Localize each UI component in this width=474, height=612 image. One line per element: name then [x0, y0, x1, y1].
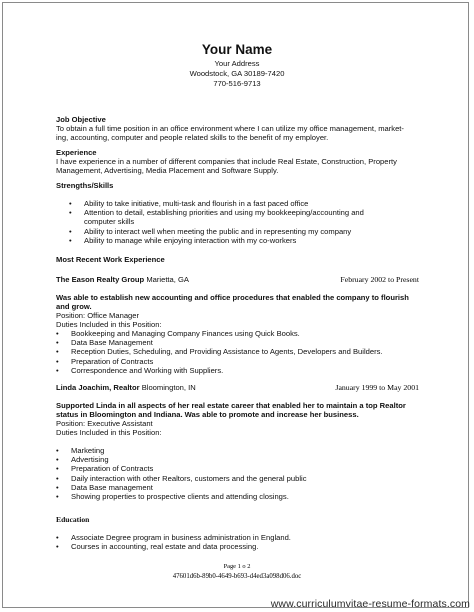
experience-text-line1: I have experience in a number of different companies that include Real Estate, Construction, Property [56, 157, 397, 166]
experience-heading: Experience [56, 148, 97, 157]
job2-duty-item: • Daily interaction with other Realtors, customers and the general public [71, 474, 411, 483]
job2-duties-label: Duties Included in this Position: [56, 428, 162, 437]
job1-duties-list [71, 329, 411, 375]
skills-list [84, 199, 394, 245]
job2-duty-item: • Preparation of Contracts [71, 464, 411, 473]
job2-duty-item: • Data Base management [71, 483, 411, 492]
objective-text-line2: ing, accounting, computer and people related skills to the benefit of my employer. [56, 133, 329, 142]
skill-item: • Attention to detail, establishing priorities and using my bookkeeping/accounting and computer skills [84, 208, 394, 226]
experience-text-line2: Management, Advertising, Media Placement and Software Supply. [56, 166, 279, 175]
education-item: • Courses in accounting, real estate and data processing. [71, 542, 411, 551]
job1-duty-item: • Data Base Management [71, 338, 411, 347]
skill-item: • Ability to manage while enjoying interaction with my co-workers [84, 236, 394, 245]
education-list [71, 533, 411, 551]
page-number: Page 1 o 2 [223, 563, 251, 570]
city-line: Woodstock, GA 30189-7420 [189, 69, 285, 78]
job1-location: Marietta, GA [146, 275, 189, 284]
address-line: Your Address [214, 59, 260, 68]
phone-line: 770-516-9713 [213, 79, 261, 88]
job1-duty-item: • Correspondence and Working with Suppliers. [71, 366, 411, 375]
objective-text-line1: To obtain a full time position in an office environment where I can utilize my office management, market- [56, 124, 404, 133]
job2-header [56, 383, 196, 392]
job1-position: Position: Office Manager [56, 311, 140, 320]
skill-item: • Ability to interact well when meeting the public and in representing my company [84, 227, 394, 236]
job2-duty-item: • Showing properties to prospective clients and attending closings. [71, 492, 411, 501]
job1-summary-line1: Was able to establish new accounting and office procedures that enabled the company to flourish [56, 293, 409, 302]
job1-dates: February 2002 to Present [340, 275, 419, 284]
skill-item: • Ability to take initiative, multi-task and flourish in a fast paced office [84, 199, 394, 208]
job2-summary-line2: status in Bloomington and Indiana. Was able to promote and increase her business. [56, 410, 359, 419]
work-heading: Most Recent Work Experience [56, 255, 165, 264]
education-heading: Education [56, 515, 90, 524]
job2-company: Linda Joachim, Realtor [56, 383, 140, 392]
job2-duty-item: • Advertising [71, 455, 411, 464]
job2-position: Position: Executive Assistant [56, 419, 153, 428]
skills-heading: Strengths/Skills [56, 181, 114, 190]
job2-location: Bloomington, IN [141, 383, 196, 392]
job2-summary-line1: Supported Linda in all aspects of her real estate career that enabled her to maintain a top Realtor [56, 401, 406, 410]
job2-dates: January 1999 to May 2001 [335, 383, 419, 392]
job1-summary-line2: and grow. [56, 302, 92, 311]
document-id: 47601d6b-89b0-4649-b693-d4ed3a098d06.doc [172, 573, 302, 580]
job1-header [56, 275, 189, 284]
job1-duty-item: • Preparation of Contracts [71, 357, 411, 366]
job1-duty-item: • Bookkeeping and Managing Company Finances using Quick Books. [71, 329, 411, 338]
job1-company: The Eason Realty Group [56, 275, 145, 284]
job2-duties-list [71, 446, 411, 501]
job1-duties-label: Duties Included in this Position: [56, 320, 162, 329]
job2-duty-item: • Marketing [71, 446, 411, 455]
source-watermark: www.curriculumvitae-resume-formats.com [270, 598, 470, 610]
education-item: • Associate Degree program in business administration in England. [71, 533, 411, 542]
job1-duty-item: • Reception Duties, Scheduling, and Providing Assistance to Agents, Developers and Builders. [71, 347, 411, 356]
objective-heading: Job Objective [56, 115, 106, 124]
resume-name: Your Name [201, 42, 273, 57]
